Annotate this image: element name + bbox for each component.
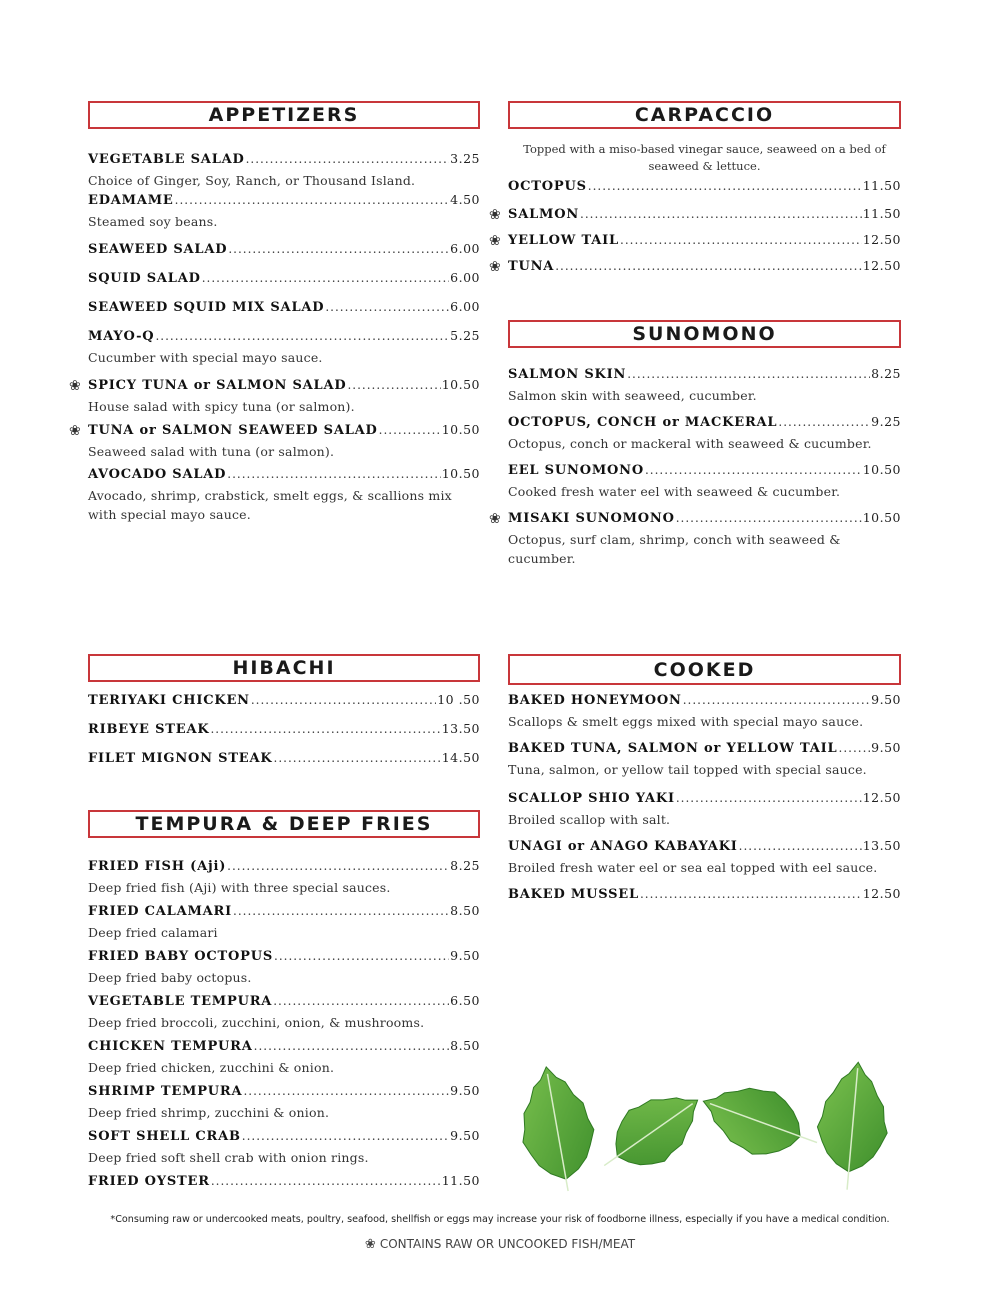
menu-item-name: SEAWEED SQUID MIX SALAD xyxy=(88,300,325,315)
dot-leader xyxy=(555,259,862,273)
raw-legend xyxy=(0,1237,1000,1252)
menu-item-name: UNAGI or ANAGO KABAYAKI xyxy=(508,839,738,854)
menu-item-name: MISAKI SUNOMONO xyxy=(508,511,675,526)
menu-item xyxy=(508,414,901,453)
menu-item xyxy=(88,1128,480,1167)
menu-item-row xyxy=(508,178,901,198)
menu-item-price: 6.00 xyxy=(450,270,480,285)
menu-item-row xyxy=(88,241,480,261)
menu-item-row xyxy=(88,692,480,712)
menu-item-row xyxy=(508,206,901,226)
menu-item xyxy=(88,750,480,770)
dot-leader xyxy=(246,152,450,166)
menu-item xyxy=(508,838,901,877)
menu-item-name: MAYO-Q xyxy=(88,329,155,344)
menu-item-name: OCTOPUS, CONCH or MACKERAL xyxy=(508,415,778,430)
leaf-2 xyxy=(586,1075,715,1191)
menu-item xyxy=(88,1038,480,1077)
menu-item-price: 10.50 xyxy=(441,466,480,481)
cooked-items xyxy=(508,692,901,906)
dot-leader xyxy=(683,693,870,707)
dot-leader xyxy=(243,1084,449,1098)
dot-leader xyxy=(347,378,440,392)
menu-item xyxy=(88,328,480,367)
menu-item-name: CHICKEN TEMPURA xyxy=(88,1039,253,1054)
dot-leader xyxy=(274,949,449,963)
dot-leader xyxy=(645,463,862,477)
menu-item-description: Deep fried chicken, zucchini & onion. xyxy=(88,1060,335,1075)
menu-item-name: SALMON SKIN xyxy=(508,367,627,382)
menu-item-row xyxy=(508,692,901,712)
flower-icon: ❀ xyxy=(364,1237,376,1252)
menu-item-description: Tuna, salmon, or yellow tail topped with special sauce. xyxy=(508,762,867,777)
menu-item xyxy=(508,886,901,906)
menu-item-description: Deep fried broccoli, zucchini, onion, & mushrooms. xyxy=(88,1015,425,1030)
dot-leader xyxy=(227,859,449,873)
menu-item-price: 8.50 xyxy=(450,903,480,918)
dot-leader xyxy=(254,1039,450,1053)
dot-leader xyxy=(175,193,450,207)
sunomono-items xyxy=(489,366,901,568)
menu-item-price: 9.50 xyxy=(450,1128,480,1143)
dot-leader xyxy=(242,1129,449,1143)
menu-item-name: BAKED TUNA, SALMON or YELLOW TAIL xyxy=(508,741,838,756)
menu-item xyxy=(88,948,480,987)
menu-item-description: Seaweed salad with tuna (or salmon). xyxy=(88,444,335,459)
menu-item-description: Octopus, surf clam, shrimp, conch with seaweed & cucumber. xyxy=(508,532,841,566)
tempura-header: TEMPURA & DEEP FRIES xyxy=(88,810,480,838)
menu-item-row xyxy=(88,422,480,442)
cooked-section xyxy=(508,654,901,906)
menu-item xyxy=(88,1083,480,1122)
menu-item-price: 6.00 xyxy=(450,299,480,314)
menu-item-row xyxy=(88,1128,480,1148)
menu-item-price: 3.25 xyxy=(450,151,480,166)
appetizers-section xyxy=(69,101,480,524)
dot-leader xyxy=(325,300,449,314)
menu-item xyxy=(88,692,480,712)
menu-item-price: 4.50 xyxy=(450,192,480,207)
menu-item xyxy=(489,258,901,278)
leaf-1 xyxy=(511,1061,604,1195)
menu-item-price: 12.50 xyxy=(862,232,901,247)
menu-item-price: 11.50 xyxy=(862,178,901,193)
menu-item-row xyxy=(88,466,480,486)
menu-item-description: Scallops & smelt eggs mixed with special mayo sauce. xyxy=(508,714,864,729)
menu-item-row xyxy=(508,740,901,760)
menu-item-price: 10 .50 xyxy=(437,692,480,707)
menu-item-name: TUNA or SALMON SEAWEED SALAD xyxy=(88,423,378,438)
menu-item-description: Deep fried shrimp, zucchini & onion. xyxy=(88,1105,330,1120)
menu-item-row xyxy=(88,1038,480,1058)
flower-icon: ❀ xyxy=(489,233,501,249)
menu-item xyxy=(88,466,480,524)
food-safety-warning: *Consuming raw or undercooked meats, poultry, seafood, shellfish or eggs may increase your risk of foodborne illness, especially if you have a medical condition. xyxy=(110,1214,890,1225)
menu-item xyxy=(88,241,480,261)
menu-item xyxy=(508,178,901,198)
dot-leader xyxy=(379,423,441,437)
shiso-leaves-image xyxy=(505,1060,905,1195)
menu-item xyxy=(88,270,480,290)
menu-item-price: 12.50 xyxy=(862,258,901,273)
hibachi-items xyxy=(88,692,480,770)
menu-item-name: SPICY TUNA or SALMON SALAD xyxy=(88,378,347,393)
menu-item-description: Octopus, conch or mackeral with seaweed & cucumber. xyxy=(508,436,872,451)
menu-item-description: Choice of Ginger, Soy, Ranch, or Thousand Island. xyxy=(88,173,416,188)
cooked-header: COOKED xyxy=(508,654,901,685)
menu-item-price: 10.50 xyxy=(441,422,480,437)
menu-item-description: Broiled fresh water eel or sea eal topped with eel sauce. xyxy=(508,860,878,875)
appetizers-header: APPETIZERS xyxy=(88,101,480,129)
menu-item-row xyxy=(88,377,480,397)
menu-item-name: VEGETABLE SALAD xyxy=(88,152,245,167)
menu-item-row xyxy=(88,299,480,319)
sunomono-section xyxy=(489,320,901,568)
tempura-items xyxy=(88,858,480,1193)
menu-item-price: 12.50 xyxy=(862,886,901,901)
menu-item xyxy=(88,151,480,190)
menu-item-price: 10.50 xyxy=(862,510,901,525)
menu-item-row xyxy=(508,790,901,810)
menu-item-name: SHRIMP TEMPURA xyxy=(88,1084,243,1099)
menu-item-row xyxy=(88,192,480,212)
menu-item-row xyxy=(508,462,901,482)
menu-item xyxy=(508,462,901,501)
menu-item-name: OCTOPUS xyxy=(508,179,587,194)
menu-item-price: 11.50 xyxy=(441,1173,480,1188)
dot-leader xyxy=(228,242,449,256)
dot-leader xyxy=(676,791,862,805)
menu-item xyxy=(88,299,480,319)
flower-icon: ❀ xyxy=(69,423,81,439)
dot-leader xyxy=(211,1174,441,1188)
menu-item-description: Steamed soy beans. xyxy=(88,214,218,229)
menu-item-name: TERIYAKI CHICKEN xyxy=(88,693,250,708)
menu-item-row xyxy=(508,414,901,434)
menu-item-name: AVOCADO SALAD xyxy=(88,467,227,482)
menu-item xyxy=(508,692,901,731)
carpaccio-items xyxy=(489,178,901,278)
menu-item-name: FRIED OYSTER xyxy=(88,1174,210,1189)
menu-item-row xyxy=(508,838,901,858)
menu-item xyxy=(88,721,480,741)
menu-item-row xyxy=(88,948,480,968)
menu-item xyxy=(489,510,901,568)
menu-item-price: 6.50 xyxy=(450,993,480,1008)
dot-leader xyxy=(233,904,449,918)
dot-leader xyxy=(839,741,871,755)
menu-item-price: 6.00 xyxy=(450,241,480,256)
menu-item-price: 8.25 xyxy=(871,366,901,381)
menu-item-name: EDAMAME xyxy=(88,193,174,208)
dot-leader xyxy=(627,367,870,381)
dot-leader xyxy=(778,415,870,429)
menu-item-row xyxy=(88,750,480,770)
menu-item-description: Avocado, shrimp, crabstick, smelt eggs, & scallions mix with special mayo sauce. xyxy=(88,488,452,522)
menu-item-price: 13.50 xyxy=(862,838,901,853)
menu-item xyxy=(489,206,901,226)
menu-item-price: 9.50 xyxy=(871,740,901,755)
menu-item-row xyxy=(88,858,480,878)
menu-item-description: Cucumber with special mayo sauce. xyxy=(88,350,323,365)
dot-leader xyxy=(676,511,862,525)
menu-item-row xyxy=(508,232,901,252)
dot-leader xyxy=(210,722,440,736)
menu-item-name: BAKED MUSSEL xyxy=(508,887,639,902)
hibachi-header: HIBACHI xyxy=(88,654,480,682)
dot-leader xyxy=(251,693,436,707)
menu-item xyxy=(88,192,480,231)
menu-item-row xyxy=(508,366,901,386)
dot-leader xyxy=(588,179,862,193)
menu-item-price: 9.50 xyxy=(450,1083,480,1098)
menu-item-row xyxy=(88,721,480,741)
menu-item-price: 13.50 xyxy=(441,721,480,736)
menu-item-name: EEL SUNOMONO xyxy=(508,463,644,478)
carpaccio-section xyxy=(489,101,901,278)
leaf-3 xyxy=(692,1070,828,1173)
menu-item-row xyxy=(88,903,480,923)
menu-item-description: Deep fried fish (Aji) with three special sauces. xyxy=(88,880,391,895)
dot-leader xyxy=(580,207,862,221)
menu-item-name: SOFT SHELL CRAB xyxy=(88,1129,241,1144)
sunomono-header: SUNOMONO xyxy=(508,320,901,348)
leaf-4 xyxy=(812,1060,893,1193)
menu-item-name: FRIED FISH (Aji) xyxy=(88,859,227,874)
menu-item-price: 9.25 xyxy=(871,414,901,429)
menu-item-description: Cooked fresh water eel with seaweed & cucumber. xyxy=(508,484,841,499)
menu-item-price: 10.50 xyxy=(862,462,901,477)
flower-icon: ❀ xyxy=(489,207,501,223)
menu-item-description: Deep fried soft shell crab with onion rings. xyxy=(88,1150,369,1165)
menu-item-name: TUNA xyxy=(508,259,555,274)
menu-item-row xyxy=(88,328,480,348)
menu-item-name: VEGETABLE TEMPURA xyxy=(88,994,273,1009)
flower-icon: ❀ xyxy=(69,378,81,394)
menu-item-name: SQUID SALAD xyxy=(88,271,201,286)
raw-legend-text: CONTAINS RAW OR UNCOOKED FISH/MEAT xyxy=(379,1237,636,1251)
tempura-section xyxy=(88,810,480,1199)
menu-item-row xyxy=(508,510,901,530)
menu-item-price: 12.50 xyxy=(862,790,901,805)
menu-item-name: RIBEYE STEAK xyxy=(88,722,210,737)
appetizers-items xyxy=(69,151,480,524)
menu-item-price: 10.50 xyxy=(441,377,480,392)
dot-leader xyxy=(202,271,449,285)
menu-item xyxy=(508,366,901,405)
menu-item xyxy=(69,377,480,416)
flower-icon: ❀ xyxy=(489,511,501,527)
dot-leader xyxy=(155,329,449,343)
menu-item xyxy=(88,1173,480,1193)
menu-item-description: Broiled scallop with salt. xyxy=(508,812,671,827)
menu-item-description: House salad with spicy tuna (or salmon). xyxy=(88,399,355,414)
menu-item-name: YELLOW TAIL xyxy=(508,233,619,248)
menu-item-name: FRIED BABY OCTOPUS xyxy=(88,949,274,964)
menu-item-row xyxy=(88,1173,480,1193)
menu-item xyxy=(508,740,901,779)
menu-item-name: BAKED HONEYMOON xyxy=(508,693,682,708)
menu-item-price: 5.25 xyxy=(450,328,480,343)
menu-item-description: Salmon skin with seaweed, cucumber. xyxy=(508,388,757,403)
menu-item-name: SCALLOP SHIO YAKI xyxy=(508,791,675,806)
menu-item-row xyxy=(88,1083,480,1103)
menu-item-name: FILET MIGNON STEAK xyxy=(88,751,273,766)
menu-item xyxy=(88,858,480,897)
menu-item-row xyxy=(508,886,901,906)
menu-item xyxy=(69,422,480,461)
menu-item-price: 9.50 xyxy=(871,692,901,707)
menu-item-description: Deep fried calamari xyxy=(88,925,218,940)
dot-leader xyxy=(620,233,862,247)
menu-item-name: SALMON xyxy=(508,207,580,222)
menu-item-price: 14.50 xyxy=(441,750,480,765)
menu-item xyxy=(88,903,480,942)
flower-icon: ❀ xyxy=(489,259,501,275)
menu-item-row xyxy=(88,151,480,171)
menu-item xyxy=(489,232,901,252)
dot-leader xyxy=(273,994,449,1008)
menu-item-name: FRIED CALAMARI xyxy=(88,904,233,919)
menu-item-description: Deep fried baby octopus. xyxy=(88,970,252,985)
menu-item-price: 8.50 xyxy=(450,1038,480,1053)
carpaccio-note: Topped with a miso-based vinegar sauce, seaweed on a bed of seaweed & lettuce. xyxy=(523,142,886,173)
menu-item-row xyxy=(88,270,480,290)
dot-leader xyxy=(739,839,862,853)
hibachi-section xyxy=(88,654,480,779)
menu-item xyxy=(88,993,480,1032)
menu-item-price: 9.50 xyxy=(450,948,480,963)
menu-item xyxy=(508,790,901,829)
menu-item-row xyxy=(88,993,480,1013)
menu-item-name: SEAWEED SALAD xyxy=(88,242,228,257)
dot-leader xyxy=(274,751,441,765)
menu-item-row xyxy=(508,258,901,278)
dot-leader xyxy=(640,887,862,901)
dot-leader xyxy=(227,467,440,481)
menu-item-price: 8.25 xyxy=(450,858,480,873)
carpaccio-header: CARPACCIO xyxy=(508,101,901,129)
menu-item-price: 11.50 xyxy=(862,206,901,221)
